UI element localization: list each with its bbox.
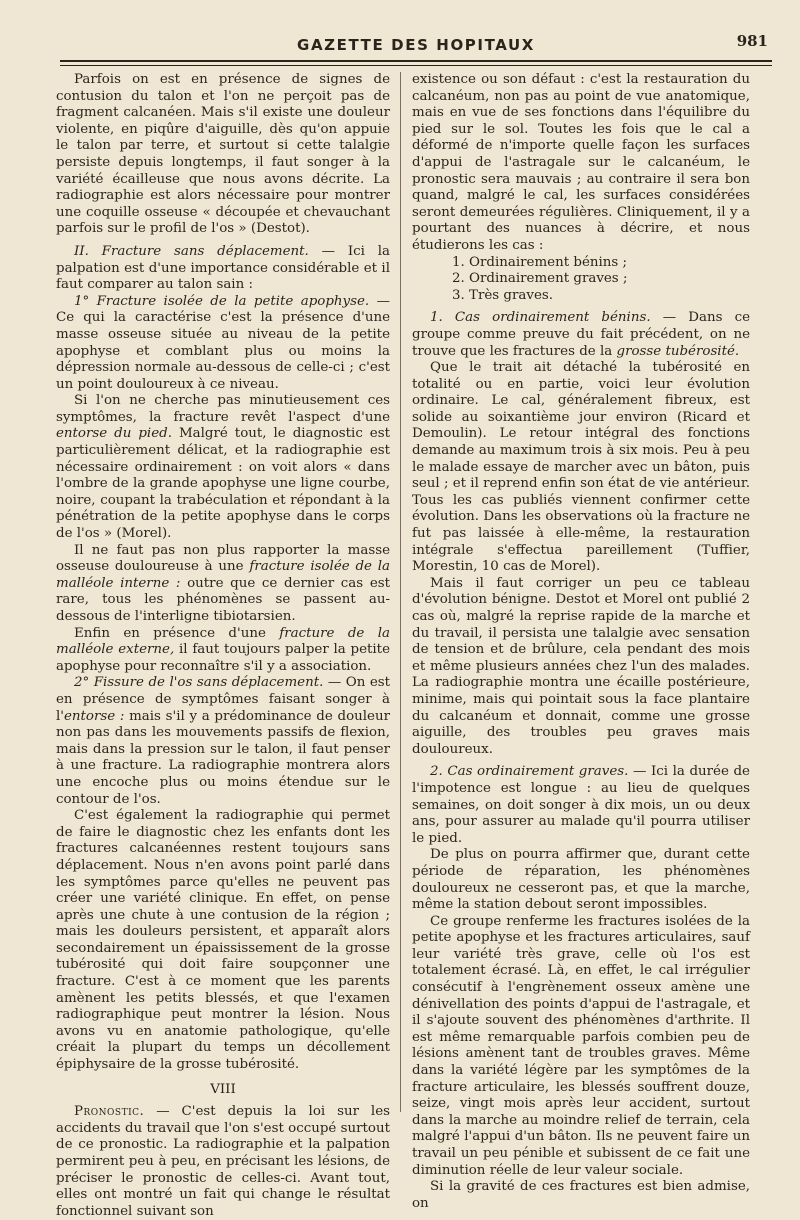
column-divider (400, 72, 401, 1112)
paragraph: Pronostic. — C'est depuis la loi sur les accidents du travail que l'on s'est occupé surtout de ce pronostic. La radiographie et la palpation permirent peu à peu, en précisant les lésions, de préciser le pronostic de celles-ci. Avant tout, elles ont montré un fait qui change le résultat fonctionnel suivant son (56, 1104, 390, 1219)
paragraph: 2. Cas ordinairement graves. — Ici la durée de l'impotence est longue : au lieu de quelques semaines, on doit songer à dix mois, un ou deux ans, pour assurer au malade qu'il pourra utiliser le pied. (412, 764, 750, 846)
list-item: 2. Ordinairement graves ; (452, 271, 628, 287)
paragraph: II. Fracture sans déplacement. — Ici la palpation est d'une importance considérable et il faut comparer au talon sain : (56, 243, 391, 293)
header-rule-thick (60, 60, 772, 62)
paragraph: Si l'on ne cherche pas minutieusement ces symptômes, la fracture revêt l'aspect d'une entorse du pied. Malgré tout, le diagnostic est particulièrement délicat, et la radiographie est nécessaire ordinairement : on voit alors « dans l'ombre de la grande apophyse une ligne courbe, noire, coupant la trabéculation et répondant à la pénétration de la petite apophyse dans le corps de l'os » (Morel). (56, 393, 390, 542)
header-rule-thin (60, 65, 772, 66)
paragraph: Parfois on est en présence de signes de contusion du talon et l'on ne perçoit pas de fragment calcanéen. Mais s'il existe une douleur violente, en piqûre d'aiguille, dès qu'on appuie le talon par terre, et surtout si cette talalgie persiste depuis longtemps, il faut songer à la variété écailleuse que nous avons décrite. La radiographie est alors nécessaire pour montrer une coquille osseuse « découpée et chevauchant parfois sur le profil de l'os » (Destot). (56, 72, 390, 237)
paragraph: 1. Cas ordinairement bénins. — Dans ce groupe comme preuve du fait précédent, on ne trouve que les fractures de la grosse tubérosité. (412, 310, 750, 359)
paragraph: 1° Fracture isolée de la petite apophyse. — Ce qui la caractérise c'est la présence d'une masse osseuse située au niveau de la petite apophyse et comblant plus ou moins la dépression normale au-dessous de celle-ci ; c'est un point douloureux à ce niveau. (56, 293, 390, 392)
paragraph: existence ou son défaut : c'est la restauration du calcanéum, non pas au point de vue anatomique, mais en vue de ses fonctions dans l'équilibre du pied sur le sol. Toutes les fois que le cal a déformé de n'importe quelle façon les surfaces d'appui de l'astragale sur le calcanéum, le pronostic sera mauvais ; au contraire il sera bon quand, malgré le cal, les surfaces considérées seront demeurées régulières. Cliniquement, il y a pourtant des nuances à décrire, et nous étudierons les cas : (412, 72, 750, 253)
subsection-label: 1. Cas ordinairement bénins. (430, 310, 651, 326)
section-number: VIII (210, 1081, 236, 1097)
paragraph: C'est également la radiographie qui permet de faire le diagnostic chez les enfants dont les fractures calcanéennes restent toujours sans déplacement. Nous n'en avons point parlé dans les symptômes parce qu'elles ne peuvent pas créer une variété clinique. En effet, on pense après une chute à une contusion de la région ; mais les douleurs persistent, et apparaît alors secondairement un épaississement de la grosse tubérosité qui doit faire soupçonner une fracture. C'est à ce moment que les parents amènent les petits blessés, et que l'examen radiographique peut montrer la lésion. Nous avons vu en anatomie pathologique, qu'elle créait la plupart du temps un décollement épiphysaire de la grosse tubérosité. (56, 808, 390, 1073)
section-label: II. Fracture sans déplacement. (74, 243, 309, 259)
section-heading: Pronostic. (74, 1104, 145, 1120)
paragraph: Si la gravité de ces fractures est bien admise, on (412, 1179, 750, 1211)
journal-title: GAZETTE DES HOPITAUX (297, 36, 535, 54)
paragraph: Il ne faut pas non plus rapporter la masse osseuse douloureuse à une fracture isolée de la malléole interne : outre que ce dernier cas est rare, tous les phénomènes se passent au-dessous de l'interligne tibiotarsien. (56, 542, 390, 624)
list-item: 1. Ordinairement bénins ; (452, 254, 628, 270)
subsection-label: 2° Fissure de l'os sans déplacement. (74, 675, 324, 691)
paragraph: 2° Fissure de l'os sans déplacement. — On est en présence de symptômes faisant songer à l'entorse : mais s'il y a prédominance de douleur non pas dans les mouvements passifs de flexion, mais dans la pression sur le talon, il faut penser à une fracture. La radiographie montrera alors une encoche plus ou moins étendue sur le contour de l'os. (56, 675, 391, 807)
subsection-label: 2. Cas ordinairement graves. (430, 764, 629, 780)
list-item: 3. Très graves. (452, 287, 553, 303)
paragraph: Mais il faut corriger un peu ce tableau d'évolution bénigne. Destot et Morel ont publié 2 cas où, malgré la reprise rapide de la marche et du travail, il persista une talalgie avec sensation de tension et de brûlure, cela pendant des mois et même plusieurs années chez l'un des malades. La radiographie montra une écaille postérieure, minime, mais qui pointait sous la face plantaire du calcanéum et donnait, comme une grosse aiguille, des troubles peu graves mais douloureux. (412, 575, 750, 757)
paragraph: Que le trait ait détaché la tubérosité en totalité ou en partie, voici leur évolution ordinaire. Le cal, généralement fibreux, est solide au soixantième jour environ (Ricard et Demoulin). Le retour intégral des fonctions demande au maximum trois à six mois. Peu à peu le malade essaye de marcher avec un bâton, puis seul ; et il reprend enfin son état de vie antérieur. Tous les cas publiés viennent confirmer cette évolution. Dans les observations où la fracture ne fut pas laissée à elle-même, la restauration intégrale s'effectua pareillement (Tuffier, Morestin, 10 cas de Morel). (412, 360, 751, 575)
left-column (56, 72, 390, 1220)
paragraph: Enfin en présence d'une fracture de la malléole externe, il faut toujours palper la petite apophyse pour reconnaître s'il y a association. (56, 625, 390, 674)
page-number: 981 (736, 32, 768, 50)
page-header (60, 32, 772, 62)
case-list (412, 255, 750, 305)
paragraph: De plus on pourra affirmer que, durant cette période de réparation, les phénomènes douloureux ne cesseront pas, et que la marche, même la station debout seront impossibles. (412, 847, 750, 913)
paragraph: Ce groupe renferme les fractures isolées de la petite apophyse et les fractures articulaires, sauf leur variété très grave, celle où l'os est totalement écrasé. Là, en effet, le cal irrégulier consécutif à l'engrènement osseux amène une dénivellation des points d'appui de l'astragale, et il s'ajoute souvent des phénomènes d'arthrite. Il est même remarquable parfois combien peu de lésions amènent tant de troubles graves. Même dans la variété légère par les symptômes de la fracture articulaire, les blessés souffrent douze, seize, vingt mois après leur accident, surtout dans la marche au moindre relief de terrain, cela malgré l'appui d'un bâton. Ils ne peuvent faire un travail un peu pénible et subissent de ce fait une diminution réelle de leur valeur sociale. (412, 913, 750, 1178)
subsection-label: 1° Fracture isolée de la petite apophyse. (74, 293, 370, 309)
right-column (412, 72, 750, 1212)
